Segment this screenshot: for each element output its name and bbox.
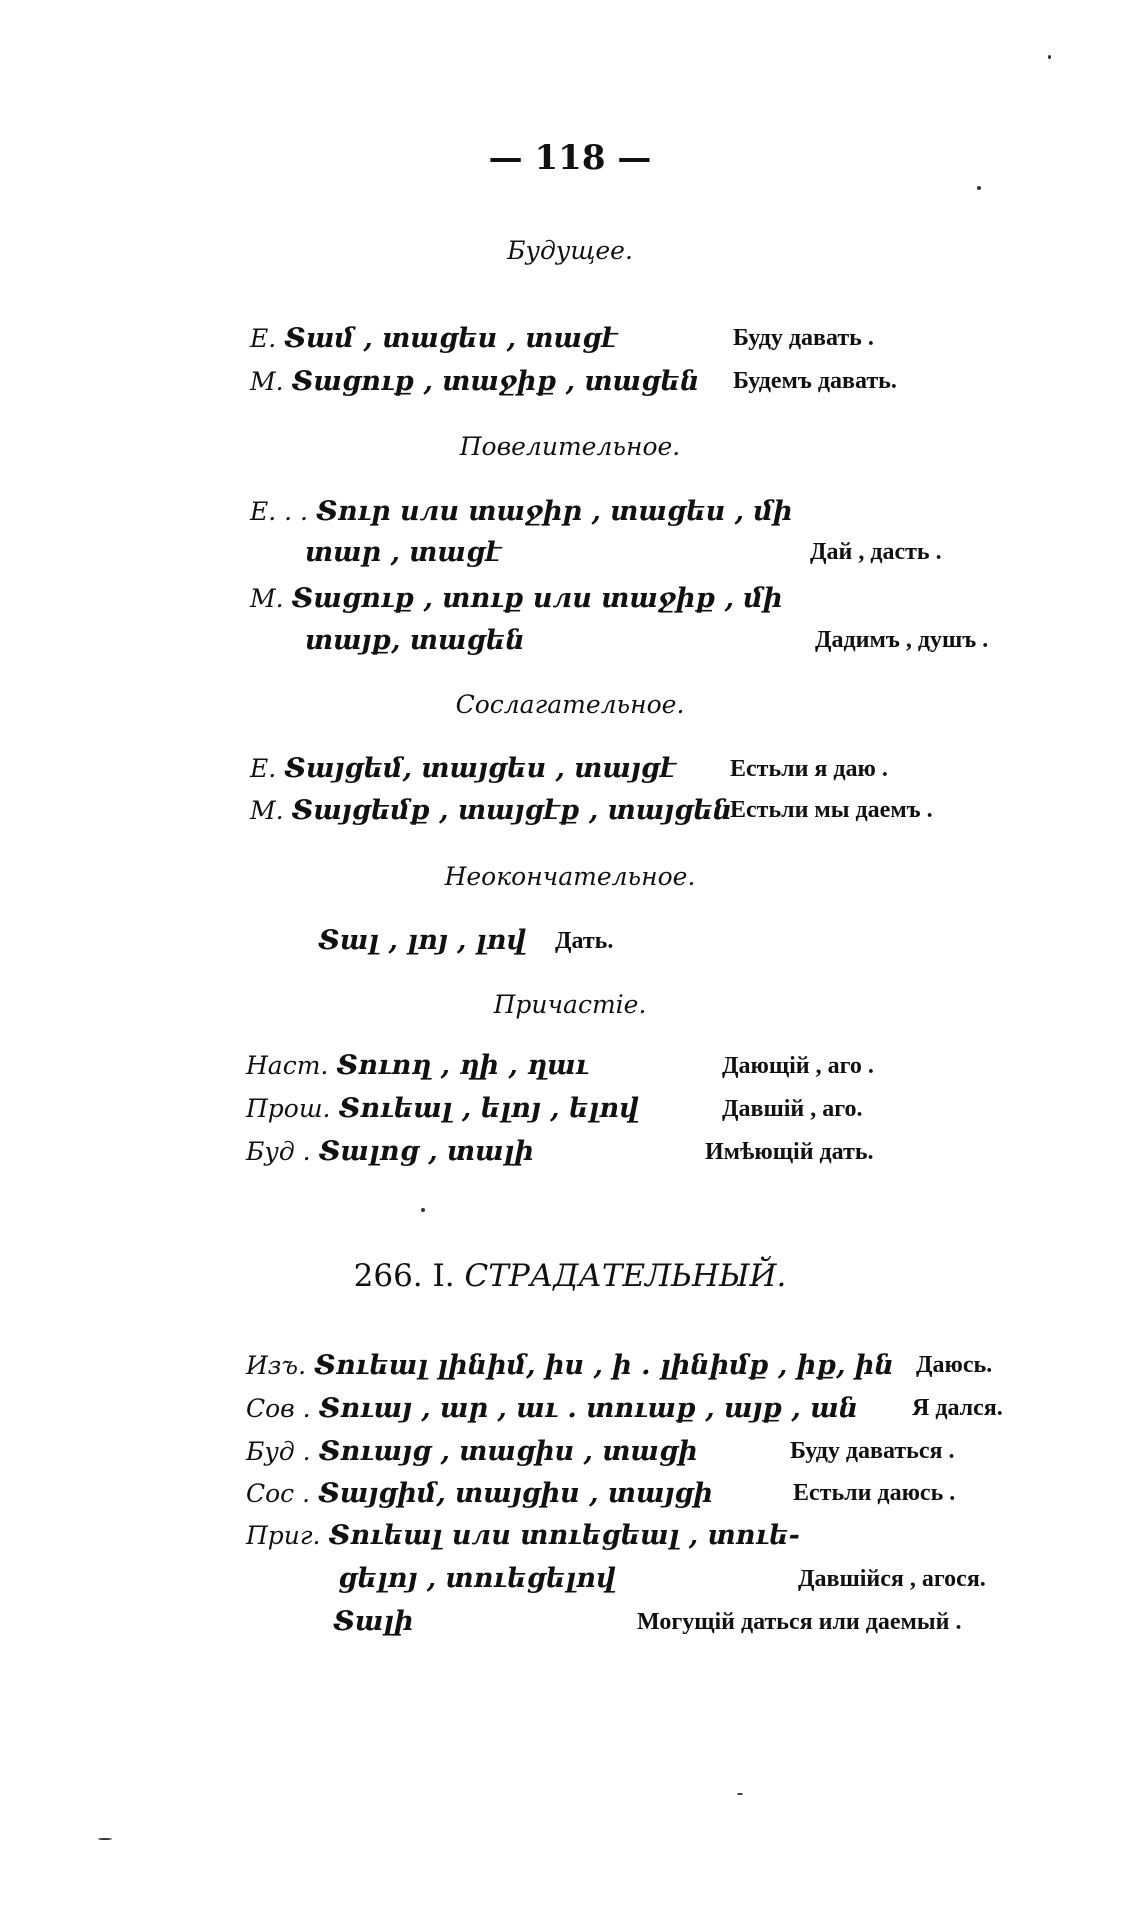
armenian-forms: Տացուք , տուք или տաջիք , մի	[291, 583, 783, 614]
future-row-1	[250, 323, 617, 354]
section-heading	[0, 1258, 1140, 1294]
row-label: М.	[250, 584, 284, 613]
passive-row-3	[246, 1436, 698, 1467]
armenian-forms: Տուեալ , ելոյ , ելով	[338, 1093, 639, 1124]
russian-translation: Дающій , аго .	[722, 1053, 874, 1079]
russian-translation: Даюсь.	[916, 1352, 993, 1378]
row-label: Е.	[250, 754, 277, 783]
russian-translation: Давшій , аго.	[722, 1096, 863, 1122]
imperative-row-1	[250, 496, 793, 527]
russian-translation: Буду даваться .	[790, 1438, 955, 1464]
passive-row-6	[338, 1563, 616, 1594]
row-label: Приг.	[246, 1521, 321, 1550]
imperative-row-4	[305, 625, 525, 656]
russian-translation: Могущій даться или даемый .	[637, 1609, 962, 1635]
section-number: 266. I.	[353, 1258, 455, 1294]
armenian-forms: Տայցիմ, տայցիս , տայցի	[318, 1478, 713, 1509]
heading-participle: Причастіе.	[493, 990, 647, 1019]
armenian-forms: տար , տացէ	[305, 537, 502, 568]
russian-translation: Естьли даюсь .	[793, 1480, 956, 1506]
imperative-row-3	[250, 583, 783, 614]
armenian-forms: Տուայ , ար , աւ . տուաք , այք , ան	[318, 1393, 859, 1424]
armenian-forms: Տուայց , տացիս , տացի	[318, 1436, 698, 1467]
future-row-2	[250, 366, 699, 397]
russian-translation: Имѣющій дать.	[705, 1139, 874, 1165]
row-label: М.	[250, 367, 284, 396]
ink-speck	[737, 1793, 743, 1795]
row-label: Буд .	[246, 1437, 311, 1466]
imperative-row-2	[305, 537, 501, 568]
row-label: М.	[250, 796, 284, 825]
page-number: — 118 —	[488, 138, 652, 178]
row-label: Изъ.	[246, 1351, 307, 1380]
armenian-forms: Տուեալ или տուեցեալ , տուե-	[328, 1520, 800, 1551]
armenian-forms: Տայցեմ, տայցես , տայցէ	[284, 753, 676, 784]
armenian-forms: Տուող , ղի , ղաւ	[336, 1050, 589, 1081]
armenian-forms: Տուր или տաջիր , տացես , մի	[315, 496, 793, 527]
row-label: Е.	[250, 324, 277, 353]
armenian-forms: Տալի	[333, 1606, 414, 1637]
ink-speck	[977, 186, 981, 190]
infinitive-row-1	[318, 925, 526, 956]
heading-imperative: Повелительное.	[459, 432, 681, 461]
heading-subjunctive: Сослагательное.	[455, 690, 685, 719]
russian-translation: Я дался.	[912, 1395, 1003, 1421]
armenian-forms: ցելոյ , տուեցելով	[338, 1563, 616, 1594]
participle-row-1	[246, 1050, 589, 1081]
armenian-forms: Տալոց , տալի	[318, 1136, 534, 1167]
ink-speck	[1048, 55, 1051, 59]
participle-row-2	[246, 1093, 639, 1124]
row-label: Прош.	[246, 1094, 331, 1123]
armenian-forms: Տայցեմք , տայցէք , տայցեն	[291, 795, 733, 826]
participle-row-3	[246, 1136, 534, 1167]
armenian-forms: տայք, տացեն	[305, 625, 525, 656]
passive-row-4	[246, 1478, 713, 1509]
armenian-forms: Տուեալ լինիմ, իս , ի . լինիմք , իք, ին	[314, 1350, 894, 1381]
row-label: Сов .	[246, 1394, 311, 1423]
armenian-forms: Տալ , լոյ , լով	[318, 925, 527, 956]
russian-translation: Естьли я даю .	[730, 756, 888, 782]
row-label: Сос .	[246, 1479, 311, 1508]
russian-translation: Буду давать .	[733, 325, 874, 351]
armenian-forms: Տացուք , տաջիք , տացեն	[291, 366, 700, 397]
russian-translation: Будемъ давать.	[733, 368, 897, 394]
subjunctive-row-1	[250, 753, 676, 784]
ink-speck	[98, 1838, 112, 1840]
russian-translation: Давшійся , агося.	[798, 1566, 986, 1592]
heading-future: Будущее.	[507, 236, 633, 265]
passive-row-7	[333, 1606, 414, 1637]
section-title: СТРАДАТЕЛЬНЫЙ.	[464, 1258, 787, 1294]
passive-row-2	[246, 1393, 858, 1424]
armenian-forms: Տամ , տացես , տացէ	[284, 323, 618, 354]
row-label: Е. . .	[250, 497, 308, 526]
row-label: Наст.	[246, 1051, 329, 1080]
passive-row-1	[246, 1350, 894, 1381]
subjunctive-row-2	[250, 795, 732, 826]
heading-infinitive: Неокончательное.	[444, 862, 696, 891]
ink-speck	[421, 1208, 425, 1212]
russian-translation: Дадимъ , душъ .	[815, 627, 989, 653]
passive-row-5	[246, 1520, 800, 1551]
row-label: Буд .	[246, 1137, 311, 1166]
russian-translation: Дай , дасть .	[810, 539, 942, 565]
russian-translation: Естьли мы даемъ .	[730, 797, 933, 823]
russian-translation: Дать.	[555, 928, 614, 954]
